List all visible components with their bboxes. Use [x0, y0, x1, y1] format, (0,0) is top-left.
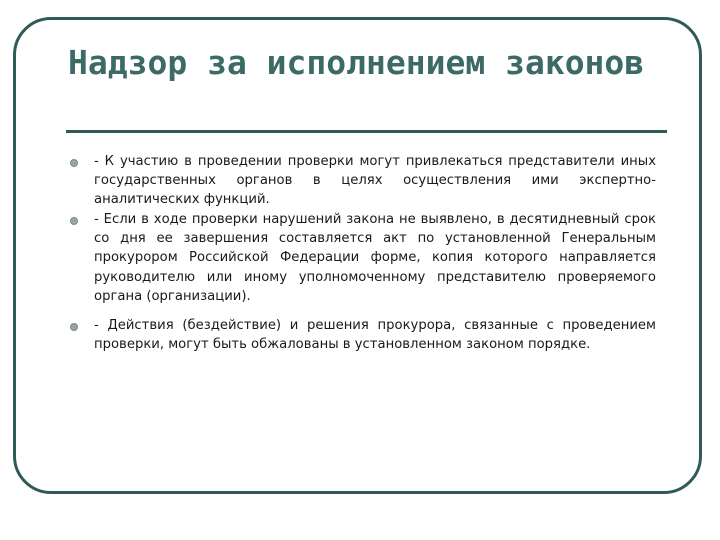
bullet-dot-icon	[70, 217, 78, 225]
bullet-item	[70, 316, 656, 354]
bullet-dot-icon	[70, 159, 78, 167]
bullet-text: - Если в ходе проверки нарушений закона не выявлено, в десятидневный срок со дня ее завершения составляется акт по установленной Генеральным прокурором Российской Федерации форме, копия которого направляется руководителю или иному уполномоченному представителю проверяемого органа (организации).	[94, 212, 656, 304]
bullet-text: - Действия (бездействие) и решения прокурора, связанные с проведением проверки, могут быть обжалованы в установленном законом порядке.	[94, 318, 656, 353]
slide-title: Надзор за исполнением законов	[68, 43, 645, 82]
bullet-dot-icon	[70, 323, 78, 331]
bullet-text: - К участию в проведении проверки могут привлекаться представители иных государственных органов в целях осуществления ими экспертно-аналитических функций.	[94, 154, 656, 208]
bullet-item	[70, 152, 656, 210]
bullet-item	[70, 210, 656, 316]
bullet-list	[70, 152, 656, 354]
title-underline	[66, 130, 667, 133]
